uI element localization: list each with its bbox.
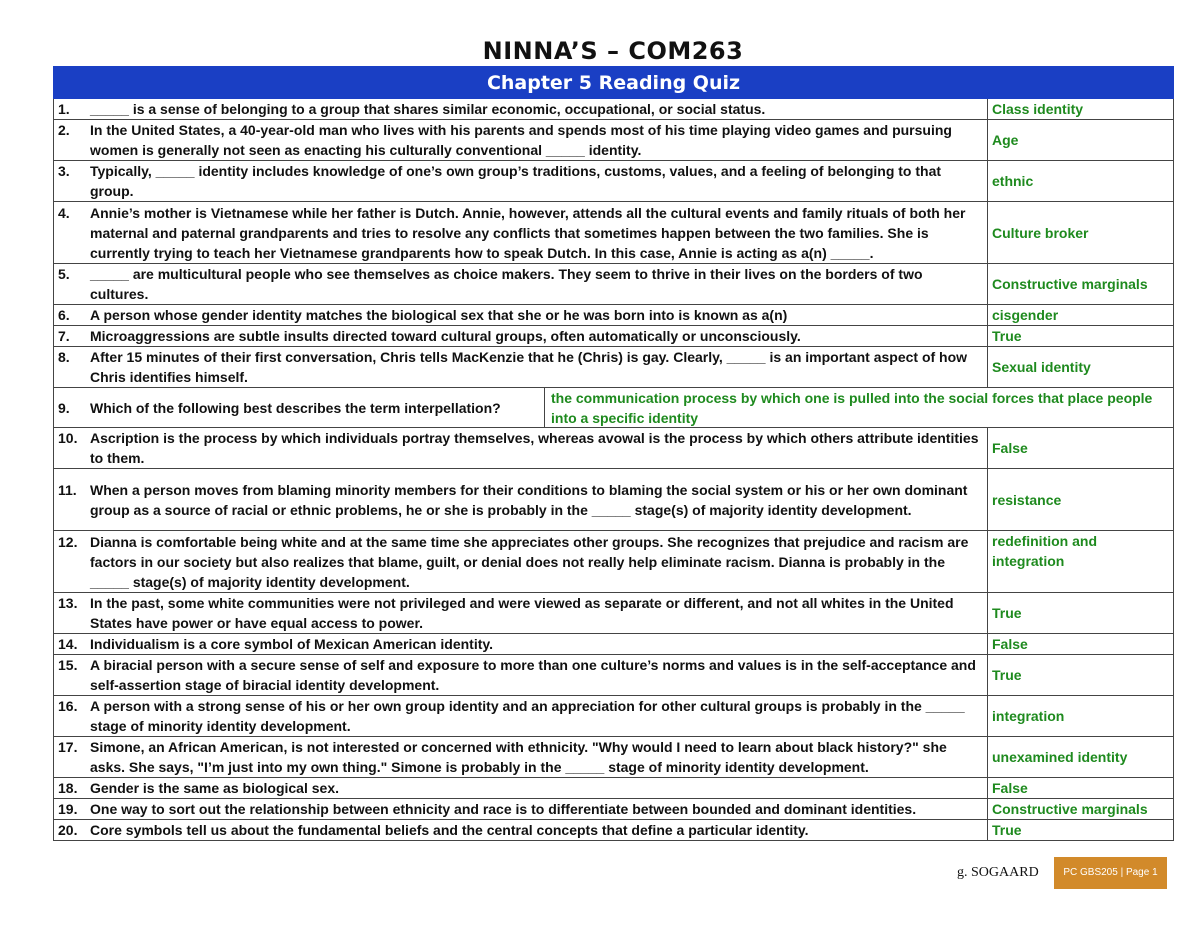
table-row bbox=[54, 161, 1174, 202]
table-row bbox=[54, 428, 1174, 469]
question-text: In the past, some white communities were not privileged and were viewed as separate or different, and not all whites in the United States have power or have equal access to power. bbox=[90, 595, 954, 631]
question-text: After 15 minutes of their first conversation, Chris tells MacKenzie that he (Chris) is gay. Clearly, _____ is an important aspect of how Chris identifies himself. bbox=[90, 349, 968, 385]
question-text: _____ is a sense of belonging to a group that shares similar economic, occupational, or social status. bbox=[90, 101, 766, 117]
question-text: Ascription is the process by which individuals portray themselves, whereas avowal is the process by which others attribute identities to them. bbox=[90, 430, 979, 466]
table-row bbox=[54, 264, 1174, 305]
question-text: Typically, _____ identity includes knowledge of one’s own group’s traditions, customs, values, and a feeling of belonging to that group. bbox=[90, 163, 942, 199]
answer: the communication process by which one is pulled into the social forces that place people into a specific identity bbox=[551, 389, 1153, 426]
footer-page-badge: PC GBS205 | Page 1 bbox=[1054, 857, 1167, 889]
table-row bbox=[54, 820, 1174, 841]
question-number: 13. bbox=[58, 595, 78, 611]
question-number: 5. bbox=[58, 266, 70, 282]
answer: unexamined identity bbox=[988, 737, 1174, 778]
table-row bbox=[54, 531, 1174, 593]
answer: Sexual identity bbox=[988, 347, 1174, 388]
table-row bbox=[54, 326, 1174, 347]
question-number: 4. bbox=[58, 204, 70, 221]
table-row bbox=[54, 799, 1174, 820]
question-number: 9. bbox=[58, 399, 70, 416]
question-number: 2. bbox=[58, 122, 70, 138]
question-number: 7. bbox=[58, 328, 70, 344]
answer: Age bbox=[988, 120, 1174, 161]
question-text: In the United States, a 40-year-old man who lives with his parents and spends most of his time playing video games and pursuing women is generally not seen as enacting his culturally conventional _____ identity. bbox=[90, 122, 952, 158]
question-number: 15. bbox=[58, 657, 78, 673]
table-row bbox=[54, 696, 1174, 737]
table-row bbox=[54, 120, 1174, 161]
answer: True bbox=[988, 655, 1174, 696]
question-number: 6. bbox=[58, 307, 70, 323]
question-text: Core symbols tell us about the fundamental beliefs and the central concepts that define a particular identity. bbox=[90, 822, 809, 838]
question-text: Annie’s mother is Vietnamese while her father is Dutch. Annie, however, attends all the cultural events and family rituals of both her maternal and paternal grandparents and tries to resolve any conflicts that sometimes happen between the two families. She is currently trying to teach her Vietnamese grandparents how to speak Dutch. In this case, Annie is acting as a(n) _____. bbox=[90, 204, 966, 261]
question-number: 11. bbox=[58, 481, 77, 498]
table-row bbox=[54, 99, 1174, 120]
answer: resistance bbox=[988, 469, 1174, 531]
question-text: One way to sort out the relationship between ethnicity and race is to differentiate between bounded and dominant identities. bbox=[90, 801, 917, 817]
answer: Constructive marginals bbox=[988, 799, 1174, 820]
question-number: 14. bbox=[58, 636, 78, 652]
question-number: 1. bbox=[58, 101, 70, 117]
question-text: When a person moves from blaming minority members for their conditions to blaming the social system or his or her own dominant group as a source of racial or ethnic problems, he or she is probably in the _____ stage(s) of majority identity development. bbox=[90, 481, 968, 518]
answer: ethnic bbox=[988, 161, 1174, 202]
question-number: 12. bbox=[58, 533, 78, 550]
answer: cisgender bbox=[988, 305, 1174, 326]
question-text: A biracial person with a secure sense of self and exposure to more than one culture’s norms and values is in the self-acceptance and self-assertion stage of biracial identity development. bbox=[90, 657, 976, 693]
question-number: 3. bbox=[58, 163, 70, 179]
answer: Culture broker bbox=[988, 202, 1174, 264]
question-number: 10. bbox=[58, 430, 78, 446]
answer: False bbox=[988, 778, 1174, 799]
question-text: Which of the following best describes the term interpellation? bbox=[90, 399, 501, 416]
answer: True bbox=[988, 820, 1174, 841]
question-number: 20. bbox=[58, 822, 78, 838]
answer: False bbox=[988, 428, 1174, 469]
answer: False bbox=[988, 634, 1174, 655]
table-row bbox=[54, 737, 1174, 778]
quiz-table bbox=[53, 66, 1174, 841]
page-title: NINNA’S – COM263 bbox=[482, 37, 744, 65]
question-text: _____ are multicultural people who see themselves as choice makers. They seem to thrive in their lives on the borders of two cultures. bbox=[90, 266, 923, 302]
quiz-header: Chapter 5 Reading Quiz bbox=[54, 67, 1174, 99]
table-row bbox=[54, 469, 1174, 531]
question-number: 17. bbox=[58, 739, 78, 755]
table-row bbox=[54, 388, 1174, 428]
answer: Class identity bbox=[988, 99, 1174, 120]
answer: True bbox=[988, 593, 1174, 634]
question-text: Gender is the same as biological sex. bbox=[90, 780, 339, 796]
table-row bbox=[54, 347, 1174, 388]
question-text: A person whose gender identity matches the biological sex that she or he was born into is known as a(n) bbox=[90, 307, 788, 323]
question-text: A person with a strong sense of his or her own group identity and an appreciation for other cultural groups is probably in the _____ stage of minority identity development. bbox=[90, 698, 965, 734]
question-number: 18. bbox=[58, 780, 78, 796]
question-number: 8. bbox=[58, 349, 70, 365]
question-text: Simone, an African American, is not interested or concerned with ethnicity. "Why would I need to learn about black history?" she asks. She says, "I’m just into my own thing." Simone is probably in the _____ stage of minority identity development. bbox=[90, 739, 947, 775]
table-row bbox=[54, 655, 1174, 696]
answer: True bbox=[988, 326, 1174, 347]
table-row bbox=[54, 593, 1174, 634]
question-text: Microaggressions are subtle insults directed toward cultural groups, often automatically or unconsciously. bbox=[90, 328, 801, 344]
question-number: 19. bbox=[58, 801, 78, 817]
question-text: Dianna is comfortable being white and at the same time she appreciates other groups. She recognizes that prejudice and racism are factors in our society but also realizes that blame, guilt, or denial does not really help eliminate racism. Dianna is probably in the _____ stage(s) of majority identity development. bbox=[90, 533, 969, 590]
question-text: Individualism is a core symbol of Mexican American identity. bbox=[90, 636, 494, 652]
question-number: 16. bbox=[58, 698, 78, 714]
answer: redefinition and integration bbox=[988, 531, 1174, 593]
table-row bbox=[54, 202, 1174, 264]
answer: Constructive marginals bbox=[988, 264, 1174, 305]
footer-author: g. SOGAARD bbox=[957, 865, 1039, 880]
table-row bbox=[54, 778, 1174, 799]
answer: integration bbox=[988, 696, 1174, 737]
table-row bbox=[54, 305, 1174, 326]
table-row bbox=[54, 634, 1174, 655]
